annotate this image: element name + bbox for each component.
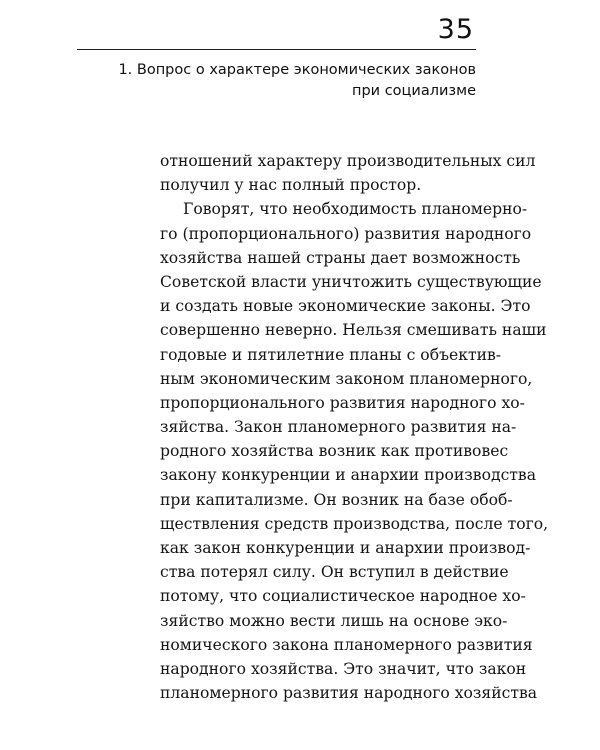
- page-number: 35: [437, 14, 474, 45]
- text-line: народного хозяйства. Это значит, что закон: [160, 659, 527, 678]
- text-line: и создать новые экономические законы. Это: [160, 297, 531, 316]
- text-line: ства потерял силу. Он вступил в действие: [160, 563, 509, 582]
- paragraph-continued: [160, 149, 536, 197]
- text-line: хозяйства нашей страны дает возможность: [160, 248, 521, 267]
- paragraph: [160, 197, 549, 705]
- text-line: при капитализме. Он возник на базе обоб-: [160, 490, 513, 509]
- text-line: как закон конкуренции и анархии производ-: [160, 539, 531, 557]
- text-line: получил у нас полный простор.: [160, 176, 422, 195]
- text-line: Советской власти уничтожить существующие: [160, 272, 542, 291]
- text-line: номического закона планомерного развития: [160, 635, 533, 654]
- text-line: отношений характеру производительных сил: [160, 152, 536, 170]
- text-line: совершенно неверно. Нельзя смешивать наши: [160, 321, 547, 340]
- text-line: зяйство можно вести лишь на основе эко-: [160, 611, 508, 630]
- text-line: зяйства. Закон планомерного развития на-: [160, 418, 517, 437]
- running-head-line: 1. Вопрос о характере экономических законов: [118, 62, 476, 78]
- running-head-line: при социализме: [351, 83, 476, 99]
- text-line: ществления средств производства, после того,: [160, 514, 549, 533]
- text-line: годовые и пятилетние планы с объектив-: [160, 345, 502, 364]
- header-rule: [77, 49, 476, 50]
- text-line: планомерного развития народного хозяйства: [160, 684, 538, 703]
- body-text: [160, 149, 549, 705]
- text-line: Говорят, что необходимость планомерно-: [183, 200, 528, 219]
- text-line: потому, что социалистическое народное хо-: [160, 587, 526, 606]
- text-line: закону конкуренции и анархии производства: [160, 466, 537, 485]
- text-line: родного хозяйства возник как противовес: [160, 442, 509, 461]
- running-head: [76, 60, 476, 102]
- text-line: го (пропорционального) развития народного: [160, 224, 532, 243]
- text-line: ным экономическим законом планомерного,: [160, 369, 533, 388]
- text-line: пропорционального развития народного хо-: [160, 393, 525, 412]
